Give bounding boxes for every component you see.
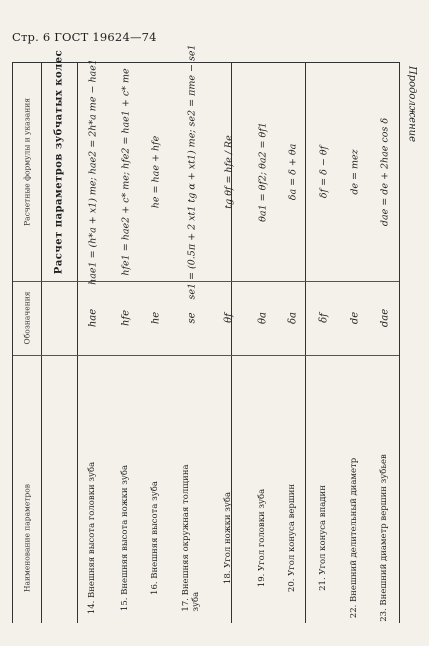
row-23-formula: dae = de + 2hae cos δ <box>379 117 391 227</box>
row-16-name: 16. Внешняя высота зуба <box>150 481 161 595</box>
row-16-formula: he = hae + hfe <box>150 135 162 209</box>
page-header: Стр. 6 ГОСТ 19624—74 <box>12 30 157 44</box>
row-20-name: 20. Угол конуса вершин <box>287 483 298 593</box>
row-23-symbol: dae <box>379 308 391 328</box>
row-22-symbol: de <box>349 311 361 325</box>
column-divider <box>77 63 78 623</box>
row-19-name: 19. Угол головки зуба <box>257 488 268 588</box>
row-14-symbol: hae <box>87 308 99 328</box>
row-15-formula: hfe1 = hae2 + c* me; hfe2 = hae1 + c* me <box>120 68 132 276</box>
row-17-name: 17. Внешняя окружная толщина зуба <box>181 464 201 612</box>
section-title: Расчет параметров зубчатых колес <box>53 49 65 275</box>
row-17-formula: se1 = (0.5π + 2 xt1 tg α + xt1) me; se2 = πme − se1 <box>186 44 198 300</box>
row-23-name: 23. Внешний диаметр вершин зубьев <box>379 454 390 622</box>
row-22-name: 22. Внешний делительный диаметр <box>349 457 360 619</box>
row-18-formula: tg θf = hfe / Re <box>223 135 235 209</box>
row-21-formula: δf = δ − θf <box>318 145 330 199</box>
row-divider <box>13 281 399 282</box>
row-18-name: 18. Угол ножки зуба <box>223 491 234 585</box>
row-17-symbol: se <box>186 312 198 324</box>
column-header-symbol: Обозначения <box>22 291 32 345</box>
column-header-formula: Расчетные формулы и указания <box>22 98 32 226</box>
row-21-symbol: δf <box>318 313 330 323</box>
row-19-formula: θa1 = θf2; θa2 = θf1 <box>257 122 269 222</box>
row-16-symbol: he <box>150 311 162 325</box>
row-20-symbol: δa <box>287 312 299 324</box>
row-divider <box>13 355 399 356</box>
row-18-symbol: θf <box>223 313 235 323</box>
row-19-symbol: θa <box>257 312 269 324</box>
continuation-label: Продолжение <box>406 65 418 143</box>
row-14-formula: hae1 = (h*a + x1) me; hae2 = 2h*a me − hae1 <box>87 59 99 285</box>
parameters-table <box>12 44 400 623</box>
column-divider <box>41 63 42 623</box>
row-22-formula: de = mez <box>349 149 361 195</box>
row-15-name: 15. Внешняя высота ножки зуба <box>120 464 131 612</box>
row-21-name: 21. Угол конуса впадин <box>318 485 329 591</box>
row-20-formula: δa = δ + θa <box>287 143 299 201</box>
row-15-symbol: hfe <box>120 309 132 327</box>
row-14-name: 14. Внешняя высота головки зуба <box>87 461 98 615</box>
column-header-name: Наименование параметров <box>22 483 32 593</box>
column-divider <box>305 63 306 623</box>
